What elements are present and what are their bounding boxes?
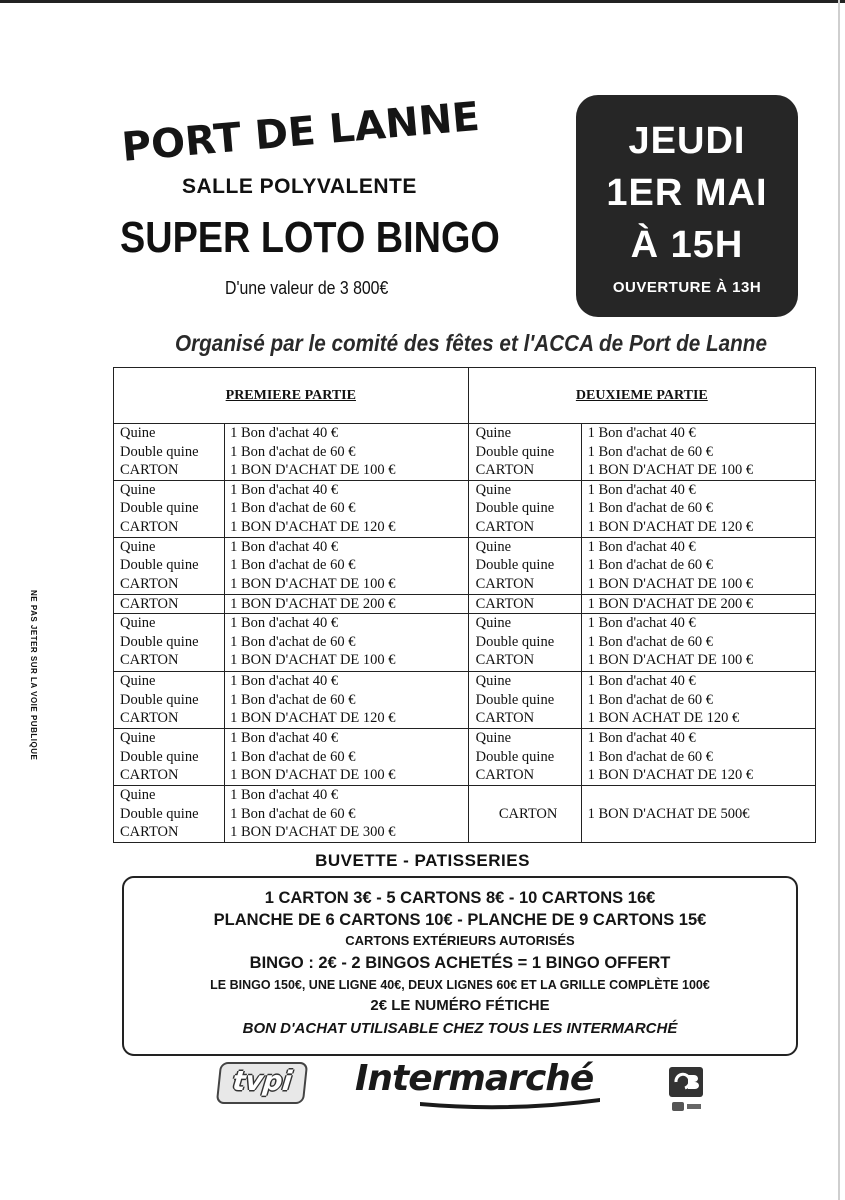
- date-day: JEUDI: [628, 120, 746, 162]
- second-part-prize-cell: [581, 424, 815, 481]
- cell-line: CARTON: [475, 518, 535, 535]
- second-part-game-cell: [468, 672, 581, 729]
- intermarche-swoosh-icon: [420, 1096, 600, 1110]
- cell-line: 1 Bon d'achat de 60 €: [230, 633, 356, 650]
- second-part-game-cell: [468, 594, 581, 614]
- cell-line: CARTON: [120, 767, 179, 783]
- date-opening: OUVERTURE À 13H: [612, 279, 762, 296]
- first-part-game-cell: [114, 594, 225, 614]
- price-line-fetiche: 2€ LE NUMÉRO FÉTICHE: [370, 997, 550, 1014]
- cell-line: 1 BON D'ACHAT DE 100 €: [230, 767, 396, 783]
- header-first-part: PREMIERE PARTIE: [114, 368, 469, 424]
- first-part-game-cell: [114, 786, 225, 843]
- table-row: [114, 729, 816, 786]
- price-line-bingo: BINGO : 2€ - 2 BINGOS ACHETÉS = 1 BINGO OFFERT: [249, 954, 671, 972]
- cb-card-icon: [668, 1066, 704, 1116]
- cell-line: 1 BON D'ACHAT DE 100 €: [587, 462, 754, 478]
- table-row: [114, 672, 816, 729]
- first-part-game-cell: [114, 424, 225, 481]
- first-part-game-cell: [114, 672, 225, 729]
- top-edge-line: [0, 0, 845, 3]
- cell-line: 1 Bon d'achat de 60 €: [230, 748, 356, 765]
- first-part-prize-cell: [225, 480, 469, 537]
- cell-line: 1 BON D'ACHAT DE 100 €: [230, 462, 396, 478]
- cell-line: 1 Bon d'achat de 60 €: [587, 443, 714, 460]
- cell-line: Quine: [475, 615, 512, 631]
- cell-line: Quine: [475, 425, 512, 441]
- price-line-external: CARTONS EXTÉRIEURS AUTORISÉS: [345, 933, 575, 948]
- cell-line: 1 Bon d'achat 40 €: [587, 673, 696, 689]
- cell-line: Quine: [475, 538, 512, 555]
- cell-line: Double quine: [120, 443, 199, 460]
- cell-line: CARTON: [120, 595, 179, 612]
- cell-line: Double quine: [120, 500, 199, 516]
- second-part-prize-cell: [581, 672, 815, 729]
- header-second-part: DEUXIEME PARTIE: [468, 368, 815, 424]
- second-part-prize-cell: [581, 614, 815, 672]
- first-part-prize-cell: [225, 786, 469, 843]
- second-part-prize-cell: [581, 594, 815, 614]
- cell-line: 1 Bon d'achat 40 €: [230, 615, 339, 631]
- cell-line: 1 BON D'ACHAT DE 200 €: [587, 595, 754, 612]
- price-line-planches: PLANCHE DE 6 CARTONS 10€ - PLANCHE DE 9 CARTONS 15€: [213, 911, 707, 929]
- cell-line: 1 Bon d'achat 40 €: [587, 481, 696, 498]
- cell-line: 1 BON D'ACHAT DE 100 €: [587, 652, 754, 668]
- cell-line: Double quine: [475, 443, 555, 460]
- second-part-game-cell: [468, 424, 581, 481]
- intermarche-logo: Intermarché: [355, 1058, 594, 1099]
- cell-line: 1 Bon d'achat de 60 €: [587, 691, 714, 708]
- side-note: NE PAS JETER SUR LA VOIE PUBLIQUE: [29, 590, 38, 761]
- first-part-game-cell: [114, 729, 225, 786]
- cell-line: 1 BON D'ACHAT DE 100 €: [230, 652, 396, 668]
- cell-line: 1 Bon d'achat 40 €: [587, 425, 696, 441]
- cell-line: CARTON: [475, 652, 535, 668]
- second-part-prize-cell: [581, 480, 815, 537]
- cell-line: 1 Bon d'achat 40 €: [230, 730, 339, 746]
- second-part-prize-cell: [581, 729, 815, 786]
- venue-subtitle: SALLE POLYVALENTE: [182, 175, 417, 198]
- price-line-cartons: 1 CARTON 3€ - 5 CARTONS 8€ - 10 CARTONS 16€: [264, 889, 656, 907]
- first-part-prize-cell: [225, 594, 469, 614]
- cell-line: 1 Bon d'achat 40 €: [587, 538, 696, 555]
- cell-line: Quine: [120, 481, 156, 498]
- cell-line: CARTON: [120, 652, 179, 668]
- cell-line: CARTON: [120, 575, 179, 592]
- cell-line: Double quine: [120, 557, 199, 573]
- cell-line: Double quine: [475, 691, 555, 708]
- cell-line: 1 Bon d'achat 40 €: [230, 787, 339, 803]
- first-part-prize-cell: [225, 729, 469, 786]
- cell-line: 1 Bon d'achat de 60 €: [230, 443, 356, 460]
- price-box: [122, 876, 798, 1056]
- cell-line: Quine: [475, 673, 512, 689]
- cell-line: CARTON: [120, 710, 179, 726]
- cell-line: 1 Bon d'achat de 60 €: [230, 691, 356, 708]
- second-part-game-cell: [468, 729, 581, 786]
- second-part-game-cell: [468, 480, 581, 537]
- cell-line: Quine: [120, 673, 156, 689]
- date-time: À 15H: [630, 224, 744, 266]
- cell-line: CARTON: [120, 462, 179, 478]
- table-row: [114, 480, 816, 537]
- cell-line: CARTON: [120, 518, 179, 535]
- cell-line: Double quine: [120, 691, 199, 708]
- cell-line: CARTON: [120, 824, 179, 840]
- first-part-prize-cell: [225, 614, 469, 672]
- cell-line: 1 Bon d'achat de 60 €: [230, 557, 356, 573]
- cell-line: CARTON: [475, 595, 535, 612]
- cell-line: 1 Bon d'achat 40 €: [587, 615, 696, 631]
- venue-name: PORT DE LANNE: [119, 93, 482, 171]
- cell-line: 1 Bon d'achat 40 €: [230, 481, 339, 498]
- cell-line: 1 Bon d'achat de 60 €: [230, 500, 356, 516]
- cell-line: 1 BON D'ACHAT DE 120 €: [587, 767, 754, 783]
- cell-line: 1 BON ACHAT DE 120 €: [587, 710, 740, 726]
- event-value: D'une valeur de 3 800€: [225, 278, 389, 298]
- second-part-game-cell: [468, 614, 581, 672]
- second-part-game-cell: [468, 786, 581, 843]
- cell-line: Double quine: [475, 557, 555, 573]
- cell-line: CARTON: [475, 462, 535, 478]
- table-row: [114, 786, 816, 843]
- cell-line: CARTON: [475, 710, 535, 726]
- organizer-line: Organisé par le comité des fêtes et l'ACCA de Port de Lanne: [175, 330, 767, 356]
- price-line-voucher: BON D'ACHAT UTILISABLE CHEZ TOUS LES INTERMARCHÉ: [242, 1020, 678, 1037]
- date-date: 1ER MAI: [606, 172, 768, 214]
- cell-line: Quine: [120, 538, 156, 555]
- first-part-prize-cell: [225, 537, 469, 594]
- cell-line: 1 BON D'ACHAT DE 300 €: [230, 824, 396, 840]
- cell-line: Quine: [120, 425, 156, 441]
- date-box: [576, 95, 798, 317]
- cell-line: Double quine: [120, 748, 199, 765]
- cell-line: 1 BON D'ACHAT DE 120 €: [587, 518, 754, 535]
- cell-line: 1 Bon d'achat 40 €: [230, 538, 339, 555]
- second-part-prize-cell: [581, 786, 815, 843]
- cell-line: CARTON: [475, 575, 535, 592]
- cell-line: 1 Bon d'achat 40 €: [230, 425, 339, 441]
- cell-line: Double quine: [120, 805, 199, 822]
- table-row: [114, 537, 816, 594]
- cell-line: 1 BON D'ACHAT DE 100 €: [230, 575, 396, 592]
- cell-line: 1 Bon d'achat de 60 €: [587, 500, 714, 516]
- prize-table: [113, 367, 816, 843]
- first-part-prize-cell: [225, 424, 469, 481]
- first-part-game-cell: [114, 537, 225, 594]
- price-line-bingo-prizes: LE BINGO 150€, UNE LIGNE 40€, DEUX LIGNES 60€ ET LA GRILLE COMPLÈTE 100€: [210, 978, 710, 992]
- second-part-prize-cell: [581, 537, 815, 594]
- right-edge-line: [838, 0, 840, 1200]
- cell-line: 1 BON D'ACHAT DE 200 €: [230, 595, 396, 612]
- cell-line: 1 BON D'ACHAT DE 100 €: [587, 575, 754, 592]
- cell-line: Quine: [475, 481, 512, 498]
- cell-line: 1 Bon d'achat de 60 €: [230, 805, 356, 822]
- second-part-game-cell: [468, 537, 581, 594]
- event-title: SUPER LOTO BINGO: [120, 213, 500, 262]
- cell-line: 1 Bon d'achat 40 €: [587, 730, 696, 746]
- cell-line: Double quine: [475, 748, 555, 765]
- cell-line: Quine: [120, 787, 156, 803]
- table-row: [114, 594, 816, 614]
- buvette-line: BUVETTE - PATISSERIES: [315, 851, 530, 870]
- cell-line: 1 Bon d'achat de 60 €: [587, 748, 714, 765]
- cell-line: 1 BON D'ACHAT DE 500€: [587, 805, 750, 822]
- cell-line: 1 BON D'ACHAT DE 120 €: [230, 518, 396, 535]
- cell-line: CARTON: [498, 805, 558, 822]
- cell-line: Quine: [120, 615, 156, 631]
- table-row: [114, 614, 816, 672]
- first-part-prize-cell: [225, 672, 469, 729]
- cell-line: CARTON: [475, 767, 535, 783]
- table-row: [114, 424, 816, 481]
- tvpi-logo: tvpi: [216, 1062, 308, 1104]
- cell-line: 1 Bon d'achat de 60 €: [587, 633, 714, 650]
- table-header-row: [114, 368, 816, 424]
- cell-line: 1 BON D'ACHAT DE 120 €: [230, 710, 396, 726]
- cell-line: Double quine: [475, 633, 555, 650]
- first-part-game-cell: [114, 614, 225, 672]
- cell-line: Quine: [120, 730, 156, 746]
- first-part-game-cell: [114, 480, 225, 537]
- cell-line: Double quine: [475, 500, 555, 516]
- cell-line: Double quine: [120, 633, 199, 650]
- cell-line: 1 Bon d'achat 40 €: [230, 673, 339, 689]
- cell-line: Quine: [475, 730, 512, 746]
- cell-line: 1 Bon d'achat de 60 €: [587, 557, 714, 573]
